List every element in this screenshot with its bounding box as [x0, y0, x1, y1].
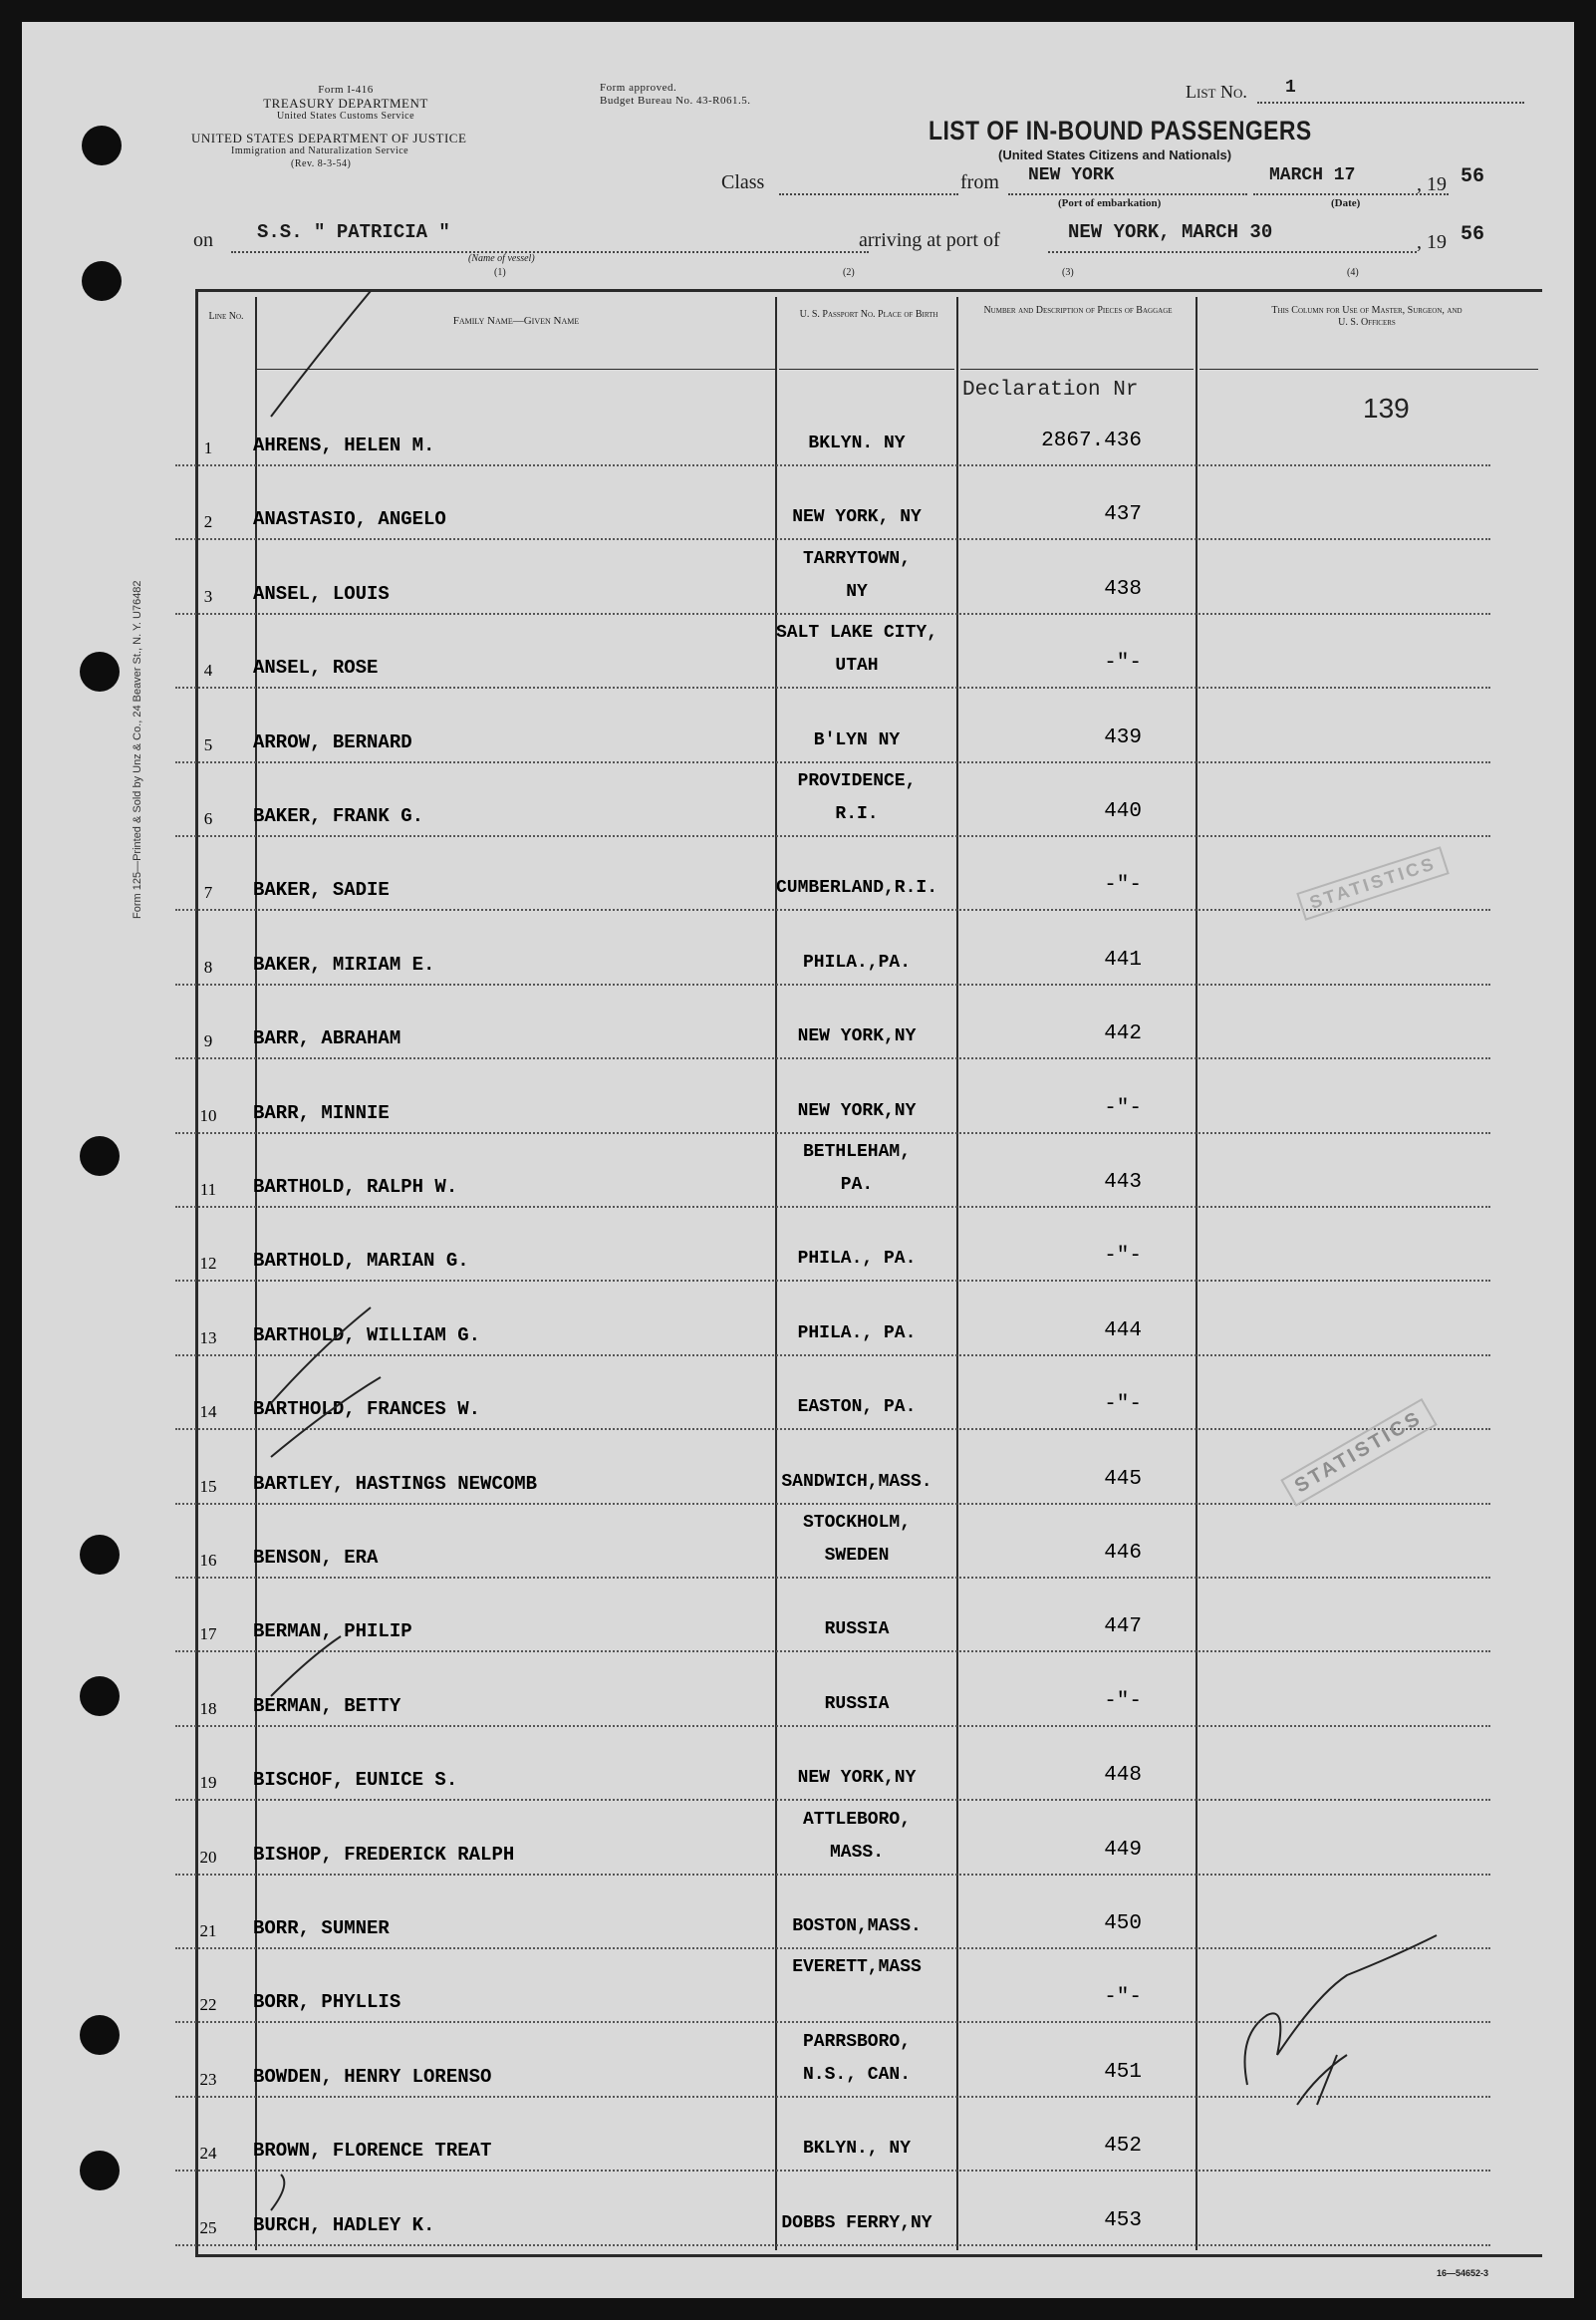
line-number: 12	[199, 1254, 217, 1274]
place-of-birth: CUMBERLAND,R.I.	[775, 878, 938, 899]
declaration-number: 453	[1104, 2208, 1142, 2232]
statistics-stamp: STATISTICS	[1280, 1398, 1437, 1507]
passenger-name: BAKER, SADIE	[253, 879, 390, 902]
declaration-number: 438	[1104, 577, 1142, 601]
year-prefix-2: , 19	[1417, 231, 1447, 253]
declaration-number: 442	[1104, 1022, 1142, 1046]
line-number: 25	[199, 2217, 217, 2237]
vessel-caption: (Name of vessel)	[468, 253, 535, 264]
line-number: 15	[199, 1476, 217, 1496]
col-header-name: Family Name—Given Name	[452, 315, 580, 327]
line-number: 8	[203, 957, 213, 977]
handwritten-marks	[22, 22, 1574, 2298]
passenger-name: BAKER, FRANK G.	[253, 805, 424, 827]
officer-note: 139	[1363, 393, 1410, 424]
class-label: Class	[721, 171, 765, 193]
place-of-birth: PARRSBORO, N.S., CAN.	[802, 2031, 912, 2085]
passenger-name: BARR, ABRAHAM	[253, 1027, 401, 1050]
justice-dept: UNITED STATES DEPARTMENT OF JUSTICE	[191, 131, 467, 145]
declaration-number: 444	[1104, 1318, 1142, 1342]
footer-code: 16—54652-3	[1437, 2268, 1489, 2278]
place-of-birth: STOCKHOLM, SWEDEN	[802, 1513, 912, 1566]
line-number: 17	[199, 1624, 217, 1644]
revision: (Rev. 8-3-54)	[291, 158, 352, 169]
place-of-birth: NEW YORK,NY	[797, 1100, 917, 1121]
declaration-number: 439	[1104, 725, 1142, 749]
col-num-3: (3)	[1062, 267, 1074, 278]
col-num-1: (1)	[494, 267, 506, 278]
declaration-header: Declaration Nr	[962, 379, 1139, 402]
place-of-birth: EVERETT,MASS	[792, 1957, 922, 1978]
col-header-officers: This Column for Use of Master, Surgeon, and U. S. Officers	[1271, 305, 1463, 328]
passenger-name: BARTHOLD, MARIAN G.	[253, 1250, 469, 1273]
line-number: 10	[199, 1105, 217, 1125]
passenger-name: BORR, PHYLLIS	[253, 1991, 401, 2014]
declaration-number: 443	[1104, 1171, 1142, 1194]
embark-date: MARCH 17	[1269, 165, 1356, 185]
place-of-birth: NEW YORK,NY	[797, 1768, 917, 1789]
place-of-birth: SALT LAKE CITY, UTAH	[775, 623, 938, 677]
place-of-birth: PROVIDENCE, R.I.	[797, 771, 917, 824]
place-of-birth: PHILA., PA.	[797, 1322, 917, 1343]
vessel-name: S.S. " PATRICIA "	[257, 221, 450, 243]
year-1: 56	[1461, 165, 1485, 188]
passenger-name: BISCHOF, EUNICE S.	[253, 1769, 458, 1792]
signature	[1245, 1935, 1438, 2085]
line-number: 4	[203, 661, 213, 681]
list-no-value: 1	[1285, 78, 1296, 98]
place-of-birth: DOBBS FERRY,NY	[781, 2212, 932, 2233]
document-page	[22, 22, 1574, 2298]
declaration-number: -"-	[1104, 874, 1142, 898]
budget-bureau: Budget Bureau No. 43-R061.5.	[600, 95, 751, 107]
form-number: Form I-416	[318, 84, 374, 96]
declaration-number: -"-	[1104, 1986, 1142, 2010]
passenger-name: BARTLEY, HASTINGS NEWCOMB	[253, 1472, 538, 1495]
declaration-number: -"-	[1104, 1096, 1142, 1120]
place-of-birth: NEW YORK,NY	[797, 1026, 917, 1047]
line-number: 7	[203, 883, 213, 903]
port-of-embarkation: NEW YORK	[1028, 165, 1115, 185]
passenger-name: BORR, SUMNER	[253, 1917, 390, 1939]
declaration-number: 450	[1104, 1912, 1142, 1935]
col-header-baggage: Number and Description of Pieces of Baggage	[983, 305, 1173, 316]
place-of-birth: PHILA., PA.	[797, 1249, 917, 1270]
declaration-number: -"-	[1104, 1245, 1142, 1269]
passenger-name: BURCH, HADLEY K.	[253, 2213, 435, 2236]
department: TREASURY DEPARTMENT	[263, 96, 428, 111]
place-of-birth: RUSSIA	[824, 1619, 890, 1640]
col-num-2: (2)	[843, 267, 855, 278]
passenger-name: BISHOP, FREDERICK RALPH	[253, 1843, 515, 1866]
line-number: 14	[199, 1402, 217, 1422]
line-number: 16	[199, 1551, 217, 1570]
passenger-name: BARTHOLD, WILLIAM G.	[253, 1323, 481, 1346]
declaration-number: 445	[1104, 1467, 1142, 1491]
arrival-port-date: NEW YORK, MARCH 30	[1068, 221, 1273, 243]
place-of-birth: B'LYN NY	[813, 729, 901, 750]
line-number: 11	[199, 1180, 217, 1199]
declaration-number: 446	[1104, 1542, 1142, 1565]
declaration-number: 452	[1104, 2135, 1142, 2159]
declaration-number: -"-	[1104, 1689, 1142, 1713]
arriving-label: arriving at port of	[859, 229, 1000, 251]
declaration-number: 449	[1104, 1838, 1142, 1862]
ins-service: Immigration and Naturalization Service	[231, 145, 409, 156]
declaration-number: 440	[1104, 800, 1142, 823]
line-number: 21	[199, 1921, 217, 1940]
place-of-birth: BOSTON,MASS.	[792, 1916, 922, 1936]
line-number: 13	[199, 1327, 217, 1347]
line-number: 24	[199, 2144, 217, 2164]
declaration-number: -"-	[1104, 1393, 1142, 1417]
place-of-birth: RUSSIA	[824, 1693, 890, 1714]
passenger-name: ANSEL, ROSE	[253, 657, 379, 680]
place-of-birth: BKLYN. NY	[808, 434, 906, 453]
passenger-name: BENSON, ERA	[253, 1547, 379, 1569]
page-title: LIST OF IN-BOUND PASSENGERS	[929, 116, 1312, 145]
line-number: 20	[199, 1847, 217, 1867]
page-subtitle: (United States Citizens and Nationals)	[998, 147, 1232, 162]
line-number: 23	[199, 2069, 217, 2089]
port-embark-caption: (Port of embarkation)	[1058, 197, 1162, 209]
declaration-number: 451	[1104, 2060, 1142, 2084]
declaration-number: 447	[1104, 1615, 1142, 1639]
declaration-number: -"-	[1104, 652, 1142, 676]
line-number: 22	[199, 1995, 217, 2015]
line-number: 1	[203, 438, 213, 457]
passenger-name: BROWN, FLORENCE TREAT	[253, 2140, 492, 2163]
declaration-number: 448	[1104, 1764, 1142, 1788]
service: United States Customs Service	[276, 111, 415, 122]
line-number: 5	[203, 734, 213, 754]
year-2: 56	[1461, 223, 1485, 246]
declaration-number: 2867.436	[1041, 430, 1142, 452]
place-of-birth: TARRYTOWN, NY	[802, 548, 912, 602]
line-number: 2	[203, 512, 213, 532]
passenger-name: BAKER, MIRIAM E.	[253, 953, 435, 976]
place-of-birth: PHILA.,PA.	[802, 952, 912, 973]
on-label: on	[193, 229, 213, 251]
place-of-birth: ATTLEBORO, MASS.	[802, 1809, 912, 1863]
passenger-name: BARTHOLD, RALPH W.	[253, 1176, 458, 1198]
passenger-name: BERMAN, PHILIP	[253, 1620, 412, 1643]
place-of-birth: SANDWICH,MASS.	[781, 1471, 932, 1492]
passenger-name: ARROW, BERNARD	[253, 730, 412, 753]
col-num-4: (4)	[1347, 267, 1359, 278]
passenger-name: BARTHOLD, FRANCES W.	[253, 1398, 481, 1421]
line-number: 18	[199, 1698, 217, 1718]
passenger-name: ANSEL, LOUIS	[253, 582, 390, 605]
place-of-birth: NEW YORK, NY	[792, 507, 922, 528]
passenger-name: BARR, MINNIE	[253, 1101, 390, 1124]
col-header-line: Line No.	[208, 311, 244, 322]
place-of-birth: BETHLEHAM, PA.	[802, 1142, 912, 1195]
date-caption: (Date)	[1331, 197, 1361, 209]
passenger-name: BERMAN, BETTY	[253, 1694, 401, 1717]
list-no-label: List No.	[1186, 82, 1247, 102]
passenger-name: AHRENS, HELEN M.	[253, 435, 435, 456]
place-of-birth: BKLYN., NY	[802, 2139, 912, 2160]
line-number: 3	[203, 586, 213, 606]
declaration-number: 437	[1104, 503, 1142, 527]
place-of-birth: EASTON, PA.	[797, 1397, 917, 1418]
from-label: from	[960, 171, 999, 193]
form-approved: Form approved.	[600, 82, 677, 94]
passenger-name: BOWDEN, HENRY LORENSO	[253, 2065, 492, 2088]
line-number: 6	[203, 809, 213, 828]
year-prefix-1: , 19	[1417, 173, 1447, 195]
col-header-passport: U. S. Passport No. Place of Birth	[799, 309, 938, 320]
declaration-number: 441	[1104, 948, 1142, 972]
printer-imprint: Form 125—Printed & Sold by Unz & Co., 24 Beaver St., N. Y. U76482	[132, 580, 143, 919]
line-number: 19	[199, 1773, 217, 1793]
statistics-stamp: STATISTICS	[1296, 846, 1450, 921]
passenger-name: ANASTASIO, ANGELO	[253, 508, 446, 531]
line-number: 9	[203, 1031, 213, 1051]
